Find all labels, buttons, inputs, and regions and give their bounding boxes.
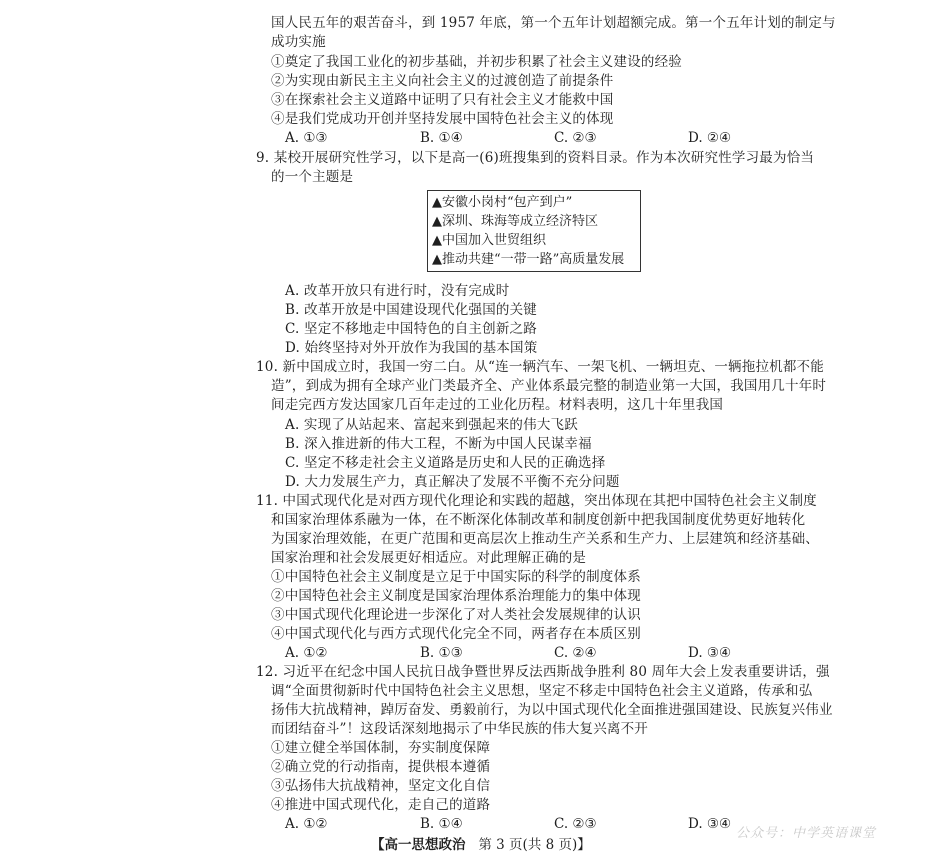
q8-text-line-1: 国人民五年的艰苦奋斗，到 1957 年底，第一个五年计划超额完成。第一个五年计划的制定与 [271, 15, 836, 31]
q11-option-b[interactable]: B. ①③ [420, 645, 463, 661]
q8-option-c[interactable]: C. ②③ [554, 130, 597, 146]
q8-statement-4: ④是我们党成功开创并坚持发展中国特色社会主义的体现 [271, 111, 614, 127]
q11-statement-3: ③中国式现代化理论进一步深化了对人类社会发展规律的认识 [271, 607, 641, 623]
q9-box-item-1: ▲安徽小岗村“包产到户” [432, 195, 573, 210]
q12-option-d[interactable]: D. ③④ [688, 816, 732, 832]
q9-box-item-2: ▲深圳、珠海等成立经济特区 [432, 214, 598, 229]
q11-option-d[interactable]: D. ③④ [688, 645, 732, 661]
q9-option-c[interactable]: C. 坚定不移地走中国特色的自主创新之路 [285, 321, 537, 337]
q8-option-b[interactable]: B. ①④ [420, 130, 463, 146]
q9-option-d[interactable]: D. 始终坚持对外开放作为我国的基本国策 [285, 340, 538, 356]
q9-stem-line-1: 9. 某校开展研究性学习，以下是高一(6)班搜集到的资料目录。作为本次研究性学习最为恰当 [256, 150, 815, 166]
q12-option-a[interactable]: A. ①② [285, 816, 328, 832]
q12-stem-line-1: 12. 习近平在纪念中国人民抗日战争暨世界反法西斯战争胜利 80 周年大会上发表重要讲话，强 [256, 664, 830, 680]
q12-statement-4: ④推进中国式现代化，走自己的道路 [271, 797, 491, 813]
q9-material-box [427, 190, 641, 272]
q12-stem-line-3: 扬伟大抗战精神，踔厉奋发、勇毅前行，为以中国式现代化全面推进强国建设、民族复兴伟业 [271, 702, 833, 718]
q8-option-d[interactable]: D. ②④ [688, 130, 732, 146]
q10-stem-line-1: 10. 新中国成立时，我国一穷二白。从“连一辆汽车、一架飞机、一辆坦克、一辆拖拉机都不能 [256, 359, 824, 375]
q12-option-b[interactable]: B. ①④ [420, 816, 463, 832]
q11-option-c[interactable]: C. ②④ [554, 645, 597, 661]
q12-option-c[interactable]: C. ②③ [554, 816, 597, 832]
q11-stem-line-3: 为国家治理效能，在更广范围和更高层次上推动生产关系和生产力、上层建筑和经济基础、 [271, 531, 819, 547]
q8-text-line-2: 成功实施 [271, 34, 326, 50]
footer-page-number: 第 3 页(共 8 页)】 [478, 837, 591, 853]
q12-stem-line-4: 而团结奋斗”！这段话深刻地揭示了中华民族的伟大复兴离不开 [271, 721, 649, 737]
q8-statement-2: ②为实现由新民主主义向社会主义的过渡创造了前提条件 [271, 73, 614, 89]
q11-stem-line-1: 11. 中国式现代化是对西方现代化理论和实践的超越，突出体现在其把中国特色社会主义制度 [256, 493, 817, 509]
q12-statement-2: ②确立党的行动指南，提供根本遵循 [271, 759, 491, 775]
q10-option-a[interactable]: A. 实现了从站起来、富起来到强起来的伟大飞跃 [285, 417, 578, 433]
q8-statement-3: ③在探索社会主义道路中证明了只有社会主义才能救中国 [271, 92, 614, 108]
q8-statement-1: ①奠定了我国工业化的初步基础，并初步积累了社会主义建设的经验 [271, 54, 682, 70]
q10-stem-line-3: 间走完西方发达国家几百年走过的工业化历程。材料表明，这几十年里我国 [271, 397, 724, 413]
q9-option-b[interactable]: B. 改革开放是中国建设现代化强国的关键 [285, 302, 538, 318]
q9-box-item-3: ▲中国加入世贸组织 [432, 233, 546, 248]
q9-box-item-4: ▲推动共建“一带一路”高质量发展 [432, 252, 625, 267]
q9-option-a[interactable]: A. 改革开放只有进行时，没有完成时 [285, 283, 510, 299]
q12-statement-3: ③弘扬伟大抗战精神，坚定文化自信 [271, 778, 491, 794]
q11-statement-1: ①中国特色社会主义制度是立足于中国实际的科学的制度体系 [271, 569, 641, 585]
q12-stem-line-2: 调“全面贯彻新时代中国特色社会主义思想，坚定不移走中国特色社会主义道路，传承和弘 [271, 683, 813, 699]
q11-statement-4: ④中国式现代化与西方式现代化完全不同，两者存在本质区别 [271, 626, 641, 642]
q11-stem-line-2: 和国家治理体系融为一体，在不断深化体制改革和制度创新中把我国制度优势更好地转化 [271, 512, 806, 528]
q9-stem-line-2: 的一个主题是 [271, 169, 354, 185]
page-footer [371, 836, 591, 855]
q8-option-a[interactable]: A. ①③ [285, 130, 328, 146]
q11-stem-line-4: 国家治理和社会发展更好相适应。对此理解正确的是 [271, 550, 587, 566]
watermark-text: 公众号：中学英语课堂 [736, 826, 877, 841]
q10-option-c[interactable]: C. 坚定不移走社会主义道路是历史和人民的正确选择 [285, 455, 606, 471]
q11-statement-2: ②中国特色社会主义制度是国家治理体系治理能力的集中体现 [271, 588, 641, 604]
q10-option-b[interactable]: B. 深入推进新的伟大工程，不断为中国人民谋幸福 [285, 436, 592, 452]
q10-stem-line-2: 造”，到成为拥有全球产业门类最齐全、产业体系最完整的制造业第一大国，我国用几十年时 [271, 378, 827, 394]
footer-subject: 【高一思想政治 [371, 837, 466, 853]
q11-option-a[interactable]: A. ①② [285, 645, 328, 661]
q12-statement-1: ①建立健全举国体制，夯实制度保障 [271, 740, 491, 756]
q10-option-d[interactable]: D. 大力发展生产力，真正解决了发展不平衡不充分问题 [285, 474, 620, 490]
